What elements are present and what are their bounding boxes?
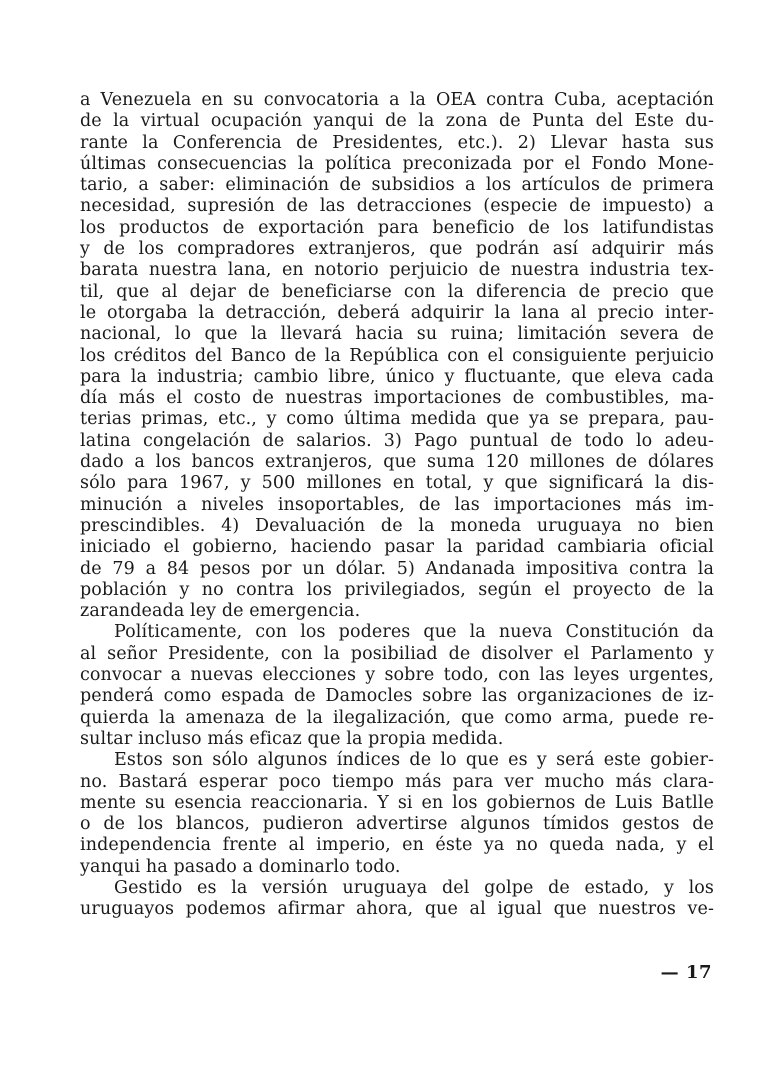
text-line: Gestido es la versión uruguaya del golpe de estado, y los bbox=[114, 877, 714, 898]
text-line: convocar a nuevas elecciones y sobre todo, con las leyes urgentes, bbox=[80, 665, 714, 686]
text-line: al señor Presidente, con la posibiliad de disolver el Parlamento y bbox=[80, 643, 714, 664]
text-line: sólo para 1967, y 500 millones en total, y que significará la dis- bbox=[80, 473, 714, 494]
text-line: latina congelación de salarios. 3) Pago puntual de todo lo adeu- bbox=[80, 430, 714, 451]
text-line: quierda la amenaza de la ilegalización, que como arma, puede re- bbox=[80, 707, 714, 728]
text-line: uruguayos podemos afirmar ahora, que al igual que nuestros ve- bbox=[80, 899, 714, 920]
text-line: de la virtual ocupación yanqui de la zona de Punta del Este du- bbox=[80, 111, 714, 132]
text-line: los créditos del Banco de la República con el consiguiente perjuicio bbox=[80, 345, 714, 366]
paragraph-2 bbox=[80, 622, 714, 750]
text-line: le otorgaba la detracción, deberá adquirir la lana al precio inter- bbox=[80, 302, 714, 323]
text-line: Estos son sólo algunos índices de lo que es y será este gobier- bbox=[114, 750, 714, 771]
text-line: o de los blancos, pudieron advertirse algunos tímidos gestos de bbox=[80, 814, 714, 835]
text-line: tario, a saber: eliminación de subsidios a los artículos de primera bbox=[80, 175, 714, 196]
text-line: independencia frente al imperio, en éste ya no queda nada, y el bbox=[80, 835, 714, 856]
page-number: — 17 bbox=[660, 962, 712, 983]
text-line: barata nuestra lana, en notorio perjuicio de nuestra industria tex- bbox=[80, 260, 714, 281]
text-line: minución a niveles insoportables, de las importaciones más im- bbox=[80, 494, 714, 515]
paragraph-1 bbox=[80, 90, 714, 622]
text-line: necesidad, supresión de las detracciones (especie de impuesto) a bbox=[80, 196, 714, 217]
text-line: de 79 a 84 pesos por un dólar. 5) Andanada impositiva contra la bbox=[80, 558, 714, 579]
text-line: nacional, lo que la llevará hacia su ruina; limitación severa de bbox=[80, 324, 714, 345]
text-line: día más el costo de nuestras importaciones de combustibles, ma- bbox=[80, 388, 714, 409]
page-body bbox=[80, 90, 714, 921]
text-line: prescindibles. 4) Devaluación de la moneda uruguaya no bien bbox=[80, 515, 714, 536]
text-line: dado a los bancos extranjeros, que suma 120 millones de dólares bbox=[80, 452, 714, 473]
text-line: últimas consecuencias la política preconizada por el Fondo Mone- bbox=[80, 153, 714, 174]
text-line: los productos de exportación para beneficio de los latifundistas bbox=[80, 217, 714, 238]
text-line: penderá como espada de Damocles sobre las organizaciones de iz- bbox=[80, 686, 714, 707]
text-line: til, que al dejar de beneficiarse con la diferencia de precio que bbox=[80, 281, 714, 302]
text-line: rante la Conferencia de Presidentes, etc.). 2) Llevar hasta sus bbox=[80, 132, 714, 153]
text-line: zarandeada ley de emergencia. bbox=[80, 601, 361, 622]
text-line: Políticamente, con los poderes que la nueva Constitución da bbox=[114, 622, 714, 643]
text-line: población y no contra los privilegiados, según el proyecto de la bbox=[80, 579, 714, 600]
text-line: a Venezuela en su convocatoria a la OEA contra Cuba, aceptación bbox=[80, 90, 714, 110]
paragraph-3 bbox=[80, 750, 714, 878]
text-line: para la industria; cambio libre, único y fluctuante, que eleva cada bbox=[80, 366, 714, 387]
text-line: iniciado el gobierno, haciendo pasar la paridad cambiaria oficial bbox=[80, 537, 714, 558]
text-line: no. Bastará esperar poco tiempo más para ver mucho más clara- bbox=[80, 771, 714, 792]
paragraph-4 bbox=[80, 878, 714, 921]
text-line: sultar incluso más eficaz que la propia medida. bbox=[80, 728, 504, 749]
text-line: terias primas, etc., y como última medida que ya se prepara, pau- bbox=[80, 409, 714, 430]
text-line: yanqui ha pasado a dominarlo todo. bbox=[80, 856, 401, 877]
text-line: mente su esencia reaccionaria. Y si en los gobiernos de Luis Batlle bbox=[80, 792, 714, 813]
text-line: y de los compradores extranjeros, que podrán así adquirir más bbox=[80, 239, 714, 260]
